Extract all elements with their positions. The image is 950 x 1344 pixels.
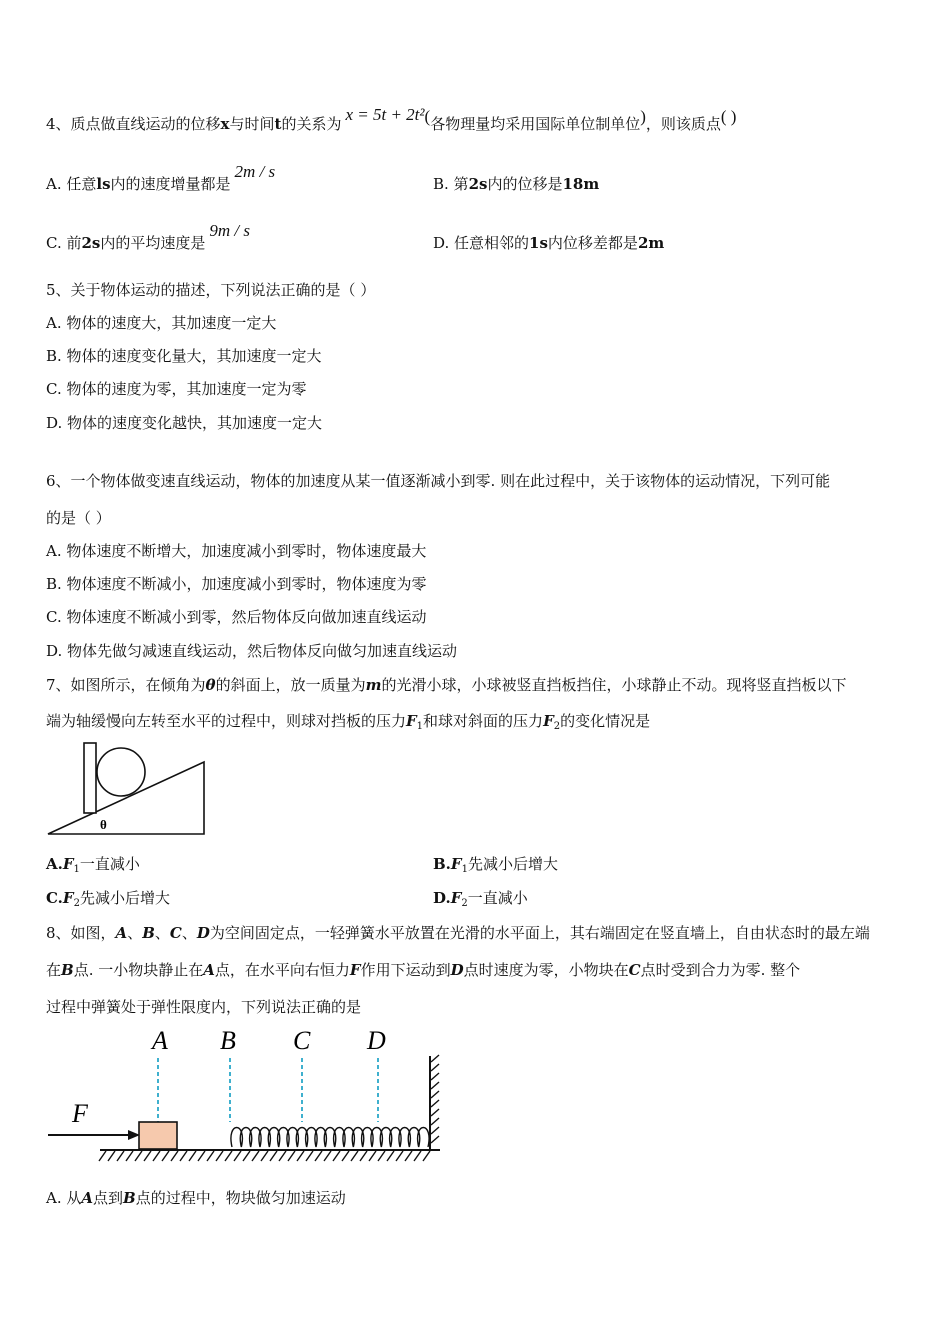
force-arrow-head: [128, 1130, 140, 1140]
q7-text: 的斜面上，放一质量为: [215, 676, 366, 694]
q8-point-d: D: [196, 924, 210, 942]
q8-sep: 、: [181, 924, 197, 942]
q8-sep: 、: [127, 924, 143, 942]
wall-hatch-mark: [431, 1136, 439, 1143]
q8-optA-text3: 点的过程中，物块做匀加速运动: [135, 1189, 346, 1207]
wall-hatch-mark: [431, 1100, 439, 1107]
hatch-mark: [297, 1151, 304, 1161]
hatch-mark: [162, 1151, 169, 1161]
q8-spring-figure: [44, 1022, 444, 1167]
q4-option-a: [46, 162, 276, 194]
q8-point-b: B: [61, 961, 74, 979]
q7-mass: m: [365, 676, 382, 694]
q6-stem-line1: 6、一个物体做变速直线运动，物体的加速度从某一值逐渐减小到零. 则在此过程中，关于该物体的运动情况，下列可能: [46, 472, 831, 490]
ball: [97, 748, 145, 796]
hatch-mark: [189, 1151, 196, 1161]
q7-optA-post: 一直减小: [79, 855, 140, 873]
q8-text: 点时速度为零，小物块在: [463, 961, 629, 979]
hatch-mark: [198, 1151, 205, 1161]
hatch-mark: [333, 1151, 340, 1161]
q4-optC-text: C. 前: [46, 234, 82, 252]
q4-optD-bold: 1s: [529, 234, 548, 252]
q8-optA-text: A. 从: [46, 1189, 82, 1207]
q7-text: 端为轴缓慢向左转至水平的过程中，则球对挡板的压力: [46, 712, 407, 730]
q7-optD-f: F: [450, 889, 462, 907]
q7-stem-line1: [46, 675, 846, 695]
hatch-mark: [207, 1151, 214, 1161]
wall-hatch-mark: [431, 1082, 439, 1089]
hatch-mark: [261, 1151, 268, 1161]
hatch-mark: [306, 1151, 313, 1161]
hatch-mark: [414, 1151, 421, 1161]
wall-hatch-mark: [431, 1118, 439, 1125]
q4-var-t: t: [274, 115, 282, 133]
q4-option-c: [46, 221, 251, 253]
hatch-mark: [405, 1151, 412, 1161]
q7-optB-post: 先减小后增大: [467, 855, 558, 873]
q7-optA-f: F: [62, 855, 74, 873]
q5-option-d: D. 物体的速度变化越快，其加速度一定大: [46, 414, 323, 432]
ground-hatch: [99, 1151, 430, 1161]
q7-text: 和球对斜面的压力: [423, 712, 544, 730]
q5-option-a: A. 物体的速度大，其加速度一定大: [46, 314, 277, 332]
q7-optB-pre: B.: [433, 855, 451, 873]
spring: [231, 1128, 429, 1148]
q8-sep: 、: [154, 924, 170, 942]
q7-optA-sub: 1: [73, 864, 80, 875]
hatch-mark: [108, 1151, 115, 1161]
q7-optB-sub: 1: [461, 864, 468, 875]
hatch-mark: [324, 1151, 331, 1161]
q7-stem-line2: [46, 711, 650, 737]
q6-option-c: C. 物体速度不断减小到零，然后物体反向做加速直线运动: [46, 608, 427, 626]
q7-optD-post: 一直减小: [467, 889, 528, 907]
q4-optB-mid: 内的位移是: [487, 175, 563, 193]
q4-optD-val: 2m: [637, 234, 665, 252]
q7-text: 7、如图所示，在倾角为: [46, 676, 206, 694]
hatch-mark: [180, 1151, 187, 1161]
hatch-mark: [135, 1151, 142, 1161]
hatch-mark: [378, 1151, 385, 1161]
q7-f1-sub: 1: [416, 721, 424, 732]
wall-hatch: [431, 1055, 439, 1143]
hatch-mark: [360, 1151, 367, 1161]
hatch-mark: [315, 1151, 322, 1161]
q7-optD-sub: 2: [461, 898, 468, 909]
q4-note: 各物理量均采用国际单位制单位: [430, 115, 641, 133]
q8-stem-line3: 过程中弹簧处于弹性限度内，下列说法正确的是: [46, 998, 362, 1016]
q6-option-b: B. 物体速度不断减小，加速度减小到零时，物体速度为零: [46, 575, 427, 593]
wall-hatch-mark: [431, 1127, 439, 1134]
hatch-mark: [225, 1151, 232, 1161]
q8-stem-line2: [46, 960, 800, 980]
q5-stem: 5、关于物体运动的描述，下列说法正确的是（ ）: [46, 281, 376, 299]
q8-text: 点. 一小物块静止在: [73, 961, 204, 979]
hatch-mark: [117, 1151, 124, 1161]
q4-stem-text2: 与时间: [229, 115, 275, 133]
hatch-mark: [288, 1151, 295, 1161]
hatch-mark: [387, 1151, 394, 1161]
q4-optD-text: D. 任意相邻的: [433, 234, 530, 252]
fig-label-a: A: [152, 1026, 168, 1055]
q7-optB-f: F: [450, 855, 462, 873]
q7-f2-sub: 2: [553, 721, 561, 732]
q7-text: 的变化情况是: [560, 712, 651, 730]
q4-optC-math: 9m / s: [209, 221, 251, 240]
q7-f2: F: [543, 712, 554, 730]
angle-label: θ: [100, 817, 107, 832]
q8-point-c: C: [169, 924, 182, 942]
fig-label-c: C: [293, 1026, 311, 1055]
hatch-mark: [342, 1151, 349, 1161]
q8-point-d: D: [450, 961, 464, 979]
q4-optB-text: B. 第: [433, 175, 469, 193]
q7-option-b: [433, 854, 558, 880]
q7-theta: θ: [205, 676, 216, 694]
q4-optA-rest: 内的速度增量都是: [110, 175, 231, 193]
q8-point-c: C: [628, 961, 641, 979]
hatch-mark: [234, 1151, 241, 1161]
wall-hatch-mark: [431, 1064, 439, 1071]
q8-text: 8、如图，: [46, 924, 116, 942]
q8-text: 作用下运动到: [360, 961, 451, 979]
hatch-mark: [144, 1151, 151, 1161]
q4-paren-close: ): [640, 107, 646, 126]
hatch-mark: [423, 1151, 430, 1161]
q7-optA-pre: A.: [46, 855, 63, 873]
hatch-mark: [126, 1151, 133, 1161]
q4-var-x: x: [220, 115, 230, 133]
hatch-mark: [270, 1151, 277, 1161]
hatch-mark: [279, 1151, 286, 1161]
q4-paren-open: (: [424, 107, 431, 126]
q7-option-c: [46, 888, 170, 914]
q4-optA-bold: ls: [96, 175, 111, 193]
q8-text: 点，在水平向右恒力: [214, 961, 350, 979]
block: [139, 1122, 177, 1149]
q4-formula: x = 5t + 2t²: [345, 105, 425, 124]
hatch-mark: [171, 1151, 178, 1161]
fig-force-label: F: [72, 1099, 88, 1128]
q7-optD-pre: D.: [433, 889, 451, 907]
wall-hatch-mark: [431, 1091, 439, 1098]
hatch-mark: [252, 1151, 259, 1161]
q4-optC-rest: 内的平均速度是: [100, 234, 206, 252]
fig-label-b: B: [220, 1026, 236, 1055]
q7-optC-pre: C.: [46, 889, 63, 907]
q8-option-a: [46, 1188, 346, 1208]
wall-hatch-mark: [431, 1109, 439, 1116]
q7-incline-figure: [44, 738, 210, 838]
q8-text: 在: [46, 961, 62, 979]
q4-answer-blank: ( ): [720, 107, 737, 126]
q8-optA-text2: 点到: [93, 1189, 124, 1207]
hatch-mark: [396, 1151, 403, 1161]
hatch-mark: [153, 1151, 160, 1161]
q8-point-a: A: [203, 961, 215, 979]
hatch-mark: [99, 1151, 106, 1161]
q4-stem-post: ，则该质点: [645, 115, 721, 133]
q8-optA-point: A: [81, 1189, 94, 1207]
q4-optB-bold: 2s: [468, 175, 488, 193]
q5-option-c: C. 物体的速度为零，其加速度一定为零: [46, 380, 307, 398]
hatch-mark: [369, 1151, 376, 1161]
q7-option-d: [433, 888, 528, 914]
q6-stem-line2: 的是（ ）: [46, 509, 111, 527]
hatch-mark: [216, 1151, 223, 1161]
q7-option-a: [46, 854, 140, 880]
q4-optA-text: A. 任意: [46, 175, 97, 193]
q8-stem-line1: [46, 923, 870, 943]
q4-optD-mid: 内位移差都是: [547, 234, 638, 252]
vertical-board: [84, 743, 96, 813]
q8-optA-point2: B: [123, 1189, 136, 1207]
q8-text: 为空间固定点，一轻弹簧水平放置在光滑的水平面上，其右端固定在竖直墙上，自由状态时的最左端: [209, 924, 870, 942]
q4-optB-val: 18m: [562, 175, 600, 193]
q7-optC-post: 先减小后增大: [79, 889, 170, 907]
q4-stem-text: 4、质点做直线运动的位移: [46, 115, 221, 133]
q4-stem-text3: 的关系为: [281, 115, 342, 133]
wall-hatch-mark: [431, 1073, 439, 1080]
q7-text: 的光滑小球，小球被竖直挡板挡住，小球静止不动。现将竖直挡板以下: [381, 676, 847, 694]
wall-hatch-mark: [431, 1055, 439, 1062]
q4-option-b: [433, 174, 599, 194]
q6-option-a: A. 物体速度不断增大，加速度减小到零时，物体速度最大: [46, 542, 427, 560]
q8-force: F: [349, 961, 361, 979]
q7-optC-f: F: [62, 889, 74, 907]
q7-f1: F: [406, 712, 417, 730]
hatch-mark: [351, 1151, 358, 1161]
q8-point-a: A: [115, 924, 128, 942]
q4-stem: [46, 105, 737, 134]
q6-option-d: D. 物体先做匀减速直线运动，然后物体反向做匀加速直线运动: [46, 642, 458, 660]
fig-label-d: D: [367, 1026, 386, 1055]
q8-text: 点时受到合力为零. 整个: [640, 961, 801, 979]
q4-optA-math: 2m / s: [234, 162, 276, 181]
hatch-mark: [243, 1151, 250, 1161]
q5-option-b: B. 物体的速度变化量大，其加速度一定大: [46, 347, 322, 365]
q8-point-b: B: [142, 924, 155, 942]
q4-option-d: [433, 233, 664, 253]
q7-optC-sub: 2: [73, 898, 80, 909]
q4-optC-bold: 2s: [81, 234, 101, 252]
